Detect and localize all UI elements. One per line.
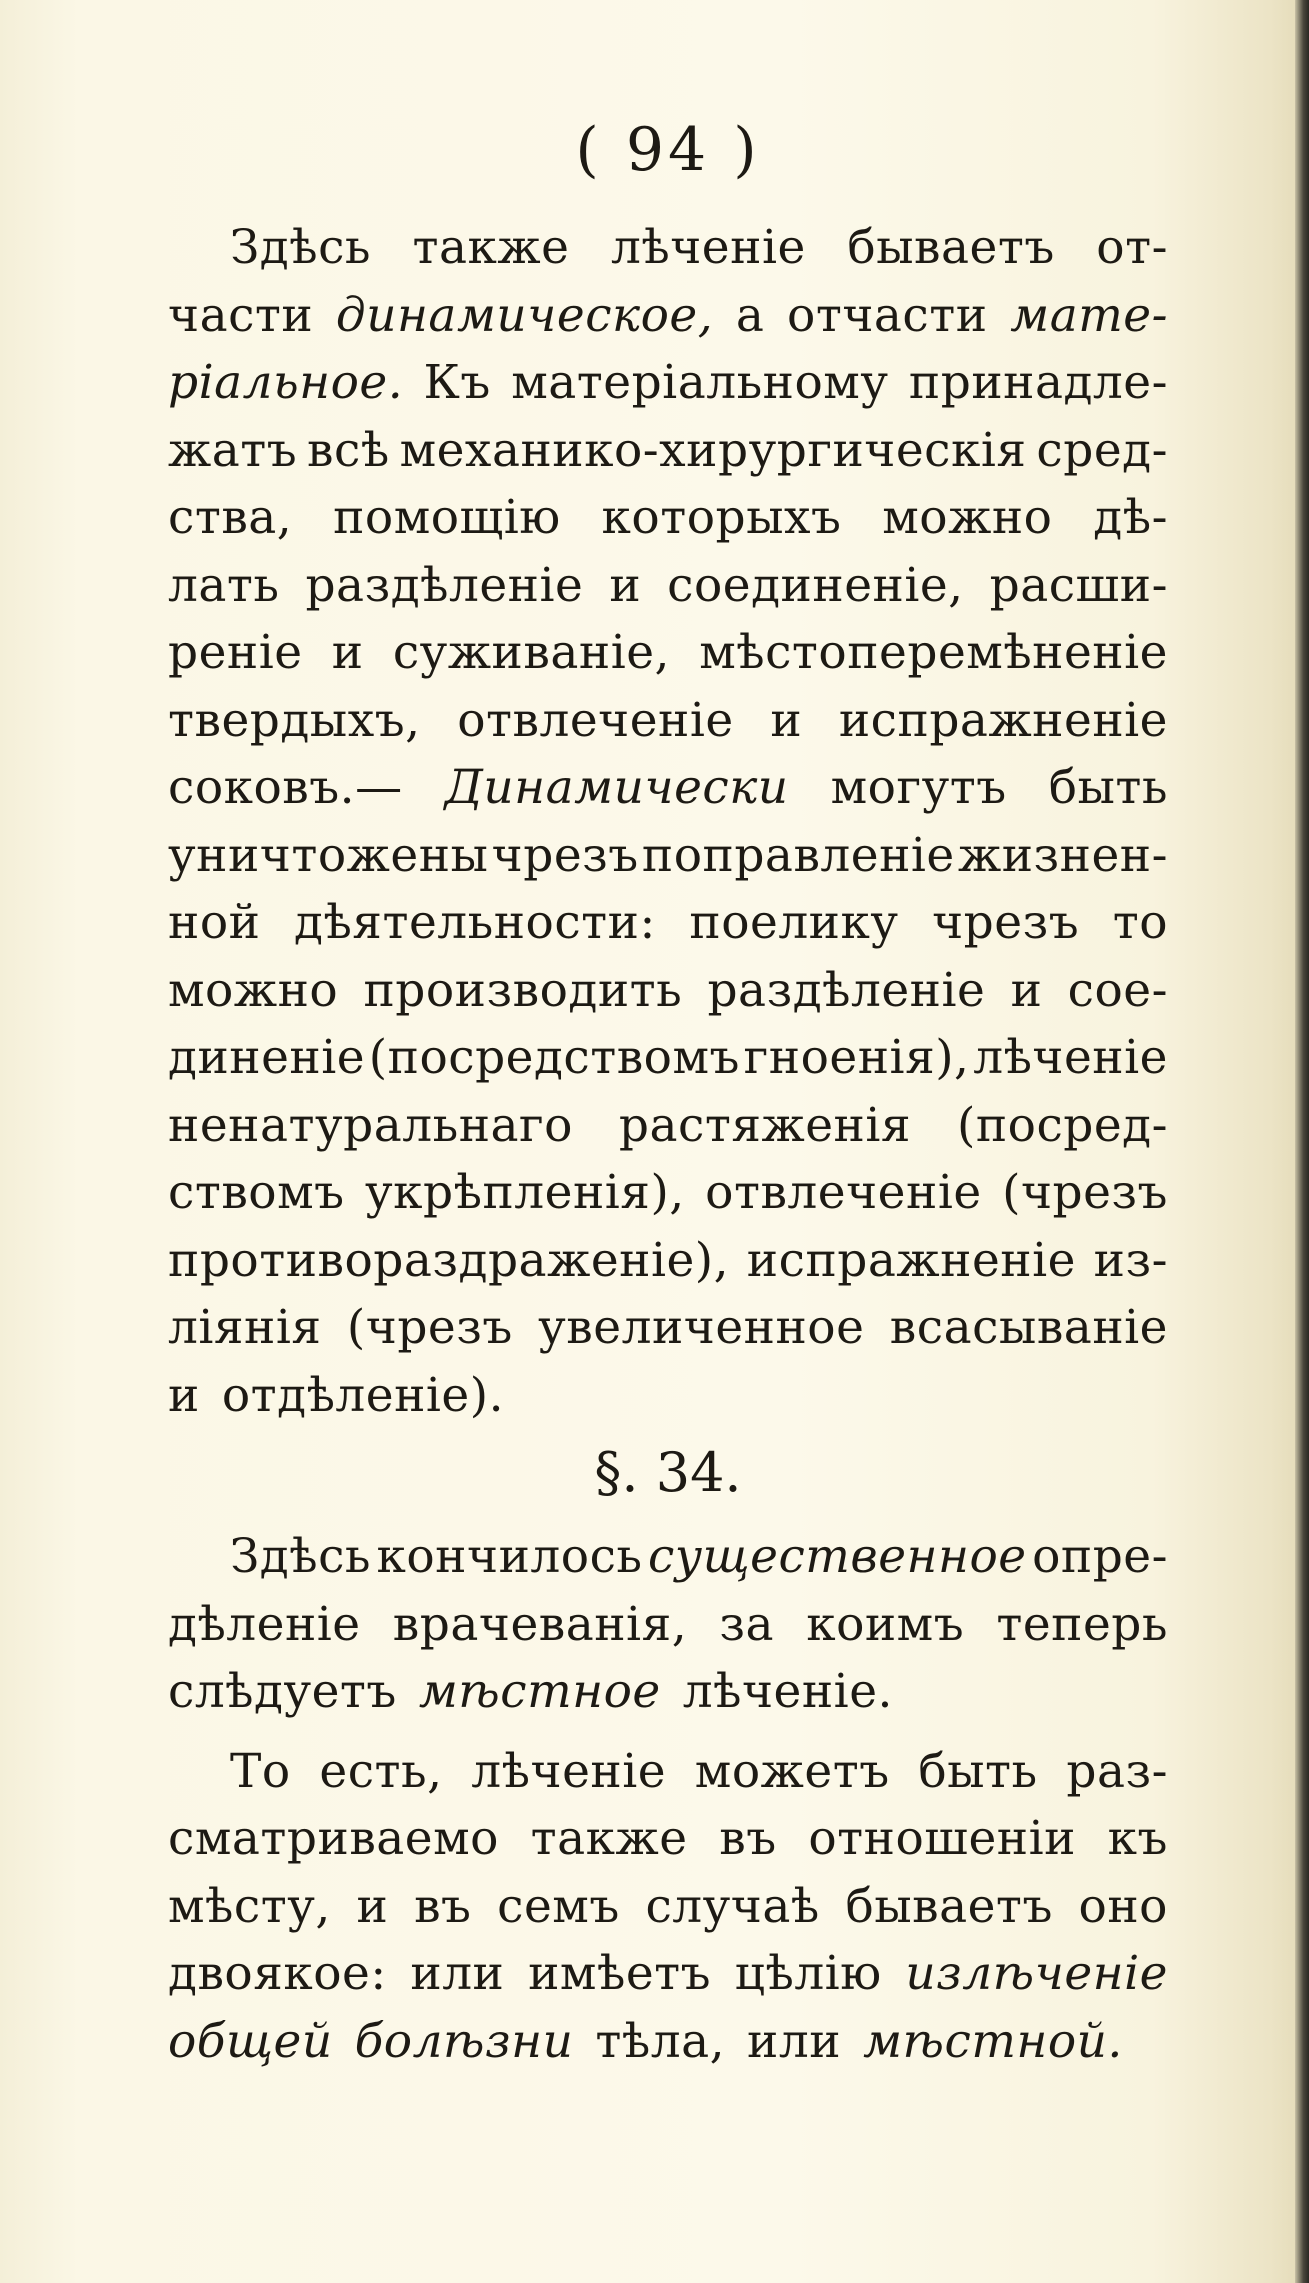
text-line: [168, 1523, 1168, 1591]
word: и: [770, 692, 803, 748]
word: тѣла,: [595, 2013, 726, 2069]
word: ствомъ: [168, 1165, 345, 1220]
paragraph-1: [168, 214, 1168, 1429]
word: принадле-: [908, 355, 1168, 410]
paragraph-2: [168, 1523, 1168, 1726]
word: быть: [1048, 760, 1168, 815]
word: противораздраженіе),: [168, 1232, 730, 1288]
text-line: [168, 619, 1168, 687]
word: диненіе: [168, 1030, 366, 1085]
text-line: [168, 417, 1168, 485]
word: двоякое:: [168, 1946, 387, 2001]
word: реніе: [168, 625, 303, 680]
text-line: [168, 1738, 1168, 1806]
word: за: [719, 1596, 775, 1652]
word: мѣстное: [418, 1664, 661, 1719]
word: лать: [168, 557, 280, 613]
word: жизнен-: [957, 827, 1168, 883]
text-line: [168, 1591, 1168, 1659]
text-line: [168, 822, 1168, 890]
word: мѣсту,: [168, 1878, 331, 1934]
word: (чрезъ: [1002, 1165, 1168, 1220]
word: Здѣсь: [230, 1529, 371, 1584]
word: или: [747, 2013, 842, 2069]
word: лѣченіе: [471, 1743, 667, 1799]
word: въ: [414, 1878, 472, 1934]
word: матеріальному: [511, 355, 889, 410]
word: цѣлію: [734, 1946, 882, 2001]
text-line: [168, 1362, 1168, 1430]
text-line: [168, 957, 1168, 1025]
word: уничтожены: [168, 827, 489, 883]
word: сред-: [1036, 422, 1168, 478]
word: раз-: [1066, 1743, 1168, 1799]
word: болѣзни: [354, 2013, 574, 2069]
word: и: [168, 1367, 200, 1423]
word: То: [230, 1743, 291, 1799]
word: производить: [363, 962, 683, 1018]
word: поправленіе: [641, 827, 955, 883]
text-line: [168, 1024, 1168, 1092]
word: оно: [1078, 1878, 1168, 1934]
word: твердыхъ,: [168, 692, 421, 748]
word: бываетъ: [845, 1878, 1053, 1934]
word: въ: [719, 1811, 777, 1866]
word: теперь: [996, 1596, 1168, 1652]
word: испражненіе: [746, 1232, 1076, 1288]
word: от-: [1096, 220, 1168, 275]
word: мѣстной.: [863, 2013, 1123, 2069]
word: излѣченіе: [905, 1946, 1168, 2001]
word: чрезъ: [491, 827, 639, 883]
word: отношеніи: [808, 1811, 1076, 1866]
word: и: [609, 557, 642, 613]
word: части: [168, 287, 314, 343]
text-line: [168, 1227, 1168, 1295]
word: укрѣпленія),: [364, 1165, 685, 1220]
paragraph-3: [168, 1738, 1168, 2076]
word: гноенія),: [743, 1030, 970, 1085]
text-line: [168, 1873, 1168, 1941]
word: отвлеченіе: [457, 692, 734, 748]
word: также: [412, 220, 570, 275]
word: коимъ: [806, 1596, 965, 1652]
text-line: [168, 1159, 1168, 1227]
word: семъ: [497, 1878, 620, 1934]
word: Къ: [423, 355, 491, 410]
word: увеличенное: [538, 1300, 865, 1355]
word: помощію: [333, 490, 561, 545]
word: раздѣленіе: [707, 962, 986, 1018]
word: (посред-: [956, 1097, 1168, 1153]
word: есть,: [319, 1743, 443, 1799]
word: лѣченіе: [973, 1030, 1168, 1085]
text-line: [168, 889, 1168, 957]
word: бываетъ: [847, 220, 1055, 275]
word: ства,: [168, 490, 293, 545]
text-line: [168, 687, 1168, 755]
word: отчасти: [787, 287, 988, 343]
text-line: [168, 2008, 1168, 2076]
word: быть: [918, 1743, 1038, 1799]
text-line: [168, 552, 1168, 620]
word: можно: [882, 490, 1053, 545]
word: всасываніе: [889, 1300, 1168, 1355]
word: ліянія: [168, 1300, 322, 1355]
word: имѣетъ: [528, 1946, 712, 2001]
word: слѣдуетъ: [168, 1664, 397, 1719]
word: Динамически: [444, 760, 789, 815]
word: (посредствомъ: [368, 1030, 740, 1085]
word: можно: [168, 962, 339, 1018]
text-line: [168, 1658, 1168, 1726]
word: или: [410, 1946, 505, 2001]
word: ной: [168, 895, 261, 950]
word: случаѣ: [645, 1878, 820, 1934]
word: динамическое,: [335, 287, 714, 343]
text-line: [168, 282, 1168, 350]
word: мѣстоперемѣненіе: [699, 625, 1168, 680]
text-line: [168, 1805, 1168, 1873]
text-line: [168, 484, 1168, 552]
word: и: [1010, 962, 1043, 1018]
word: дѣятельности:: [294, 895, 656, 950]
word: лѣченіе: [611, 220, 806, 275]
word: поелику: [689, 895, 899, 950]
word: дѣленіе: [168, 1596, 361, 1652]
word: дѣ-: [1093, 490, 1168, 545]
word: соединеніе,: [667, 557, 964, 613]
word: суживаніе,: [392, 625, 670, 680]
word: механико-хирургическія: [399, 422, 1027, 478]
word: то: [1112, 895, 1168, 950]
word: сое-: [1067, 962, 1168, 1018]
paragraph-gap: [168, 1726, 1168, 1738]
word: кончилось: [376, 1529, 643, 1584]
word: сматриваемо: [168, 1811, 499, 1866]
word: врачеванія,: [392, 1596, 688, 1652]
word: отдѣленіе).: [221, 1367, 505, 1423]
word: которыхъ: [601, 490, 842, 545]
page-number: ( 94 ): [575, 115, 761, 185]
word: лѣченіе.: [682, 1664, 893, 1719]
word: раздѣленіе: [305, 557, 584, 613]
word: чрезъ: [932, 895, 1080, 950]
word: из-: [1093, 1232, 1168, 1288]
text-line: [168, 1940, 1168, 2008]
word: а: [735, 287, 765, 343]
word: могутъ: [830, 760, 1007, 815]
word: расши-: [989, 557, 1168, 613]
text-line: [168, 1092, 1168, 1160]
word: существенное: [648, 1529, 1027, 1584]
word: соковъ.—: [168, 760, 403, 815]
word: Здѣсь: [230, 220, 371, 275]
text-line: [168, 754, 1168, 822]
word: опре-: [1032, 1529, 1168, 1584]
word: къ: [1107, 1811, 1168, 1866]
text-line: [168, 1294, 1168, 1362]
word: мате-: [1010, 287, 1168, 343]
word: отвлеченіе: [705, 1165, 982, 1220]
word: испражненіе: [838, 692, 1168, 748]
section-heading: §. 34.: [594, 1441, 742, 1504]
word: растяженія: [618, 1097, 912, 1153]
word: и: [331, 625, 364, 680]
word: и: [356, 1878, 389, 1934]
text-line: [168, 214, 1168, 282]
page-content: [168, 110, 1168, 2075]
word: ріальное.: [168, 355, 404, 410]
word: (чрезъ: [346, 1300, 513, 1355]
word: также: [530, 1811, 688, 1866]
word: ненатуральнаго: [168, 1097, 573, 1153]
word: жатъ: [168, 422, 298, 478]
book-spine-edge: [1295, 0, 1309, 2283]
text-line: [168, 349, 1168, 417]
word: можетъ: [694, 1743, 890, 1799]
word: всѣ: [307, 422, 390, 478]
word: общей: [168, 2013, 333, 2069]
